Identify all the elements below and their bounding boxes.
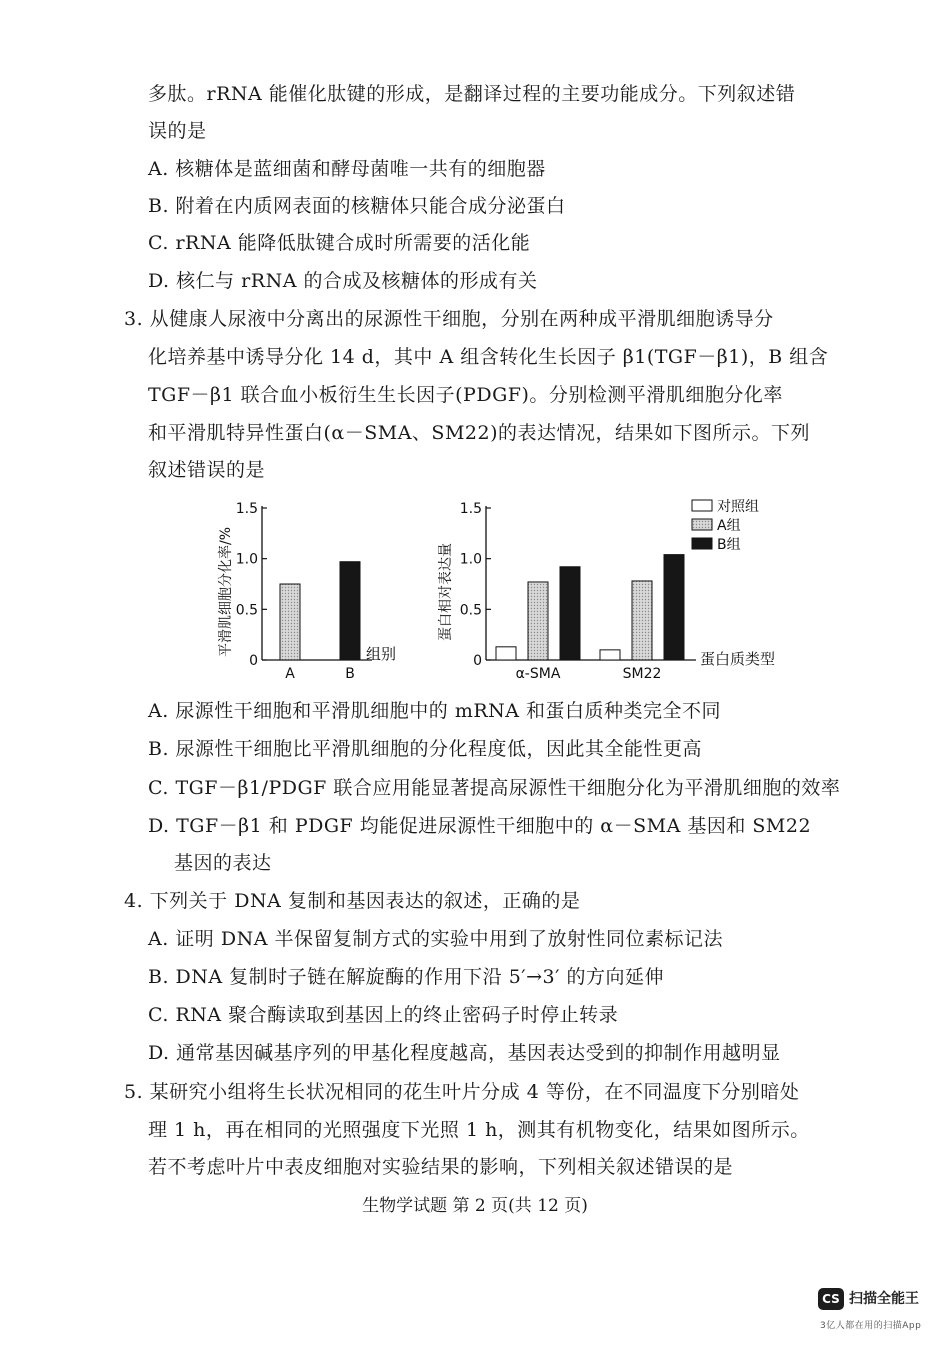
chart2-bar-α-SMA-A组 xyxy=(528,582,548,660)
option-d: D. 核仁与 rRNA 的合成及核糖体的形成有关 xyxy=(148,270,538,292)
chart2-category-label: SM22 xyxy=(622,666,662,682)
chart2-bar-SM22-A组 xyxy=(632,581,652,660)
legend-label: B组 xyxy=(717,537,741,553)
scanner-watermark xyxy=(818,1288,948,1338)
option-a: A. 尿源性干细胞和平滑肌细胞中的 mRNA 和蛋白质种类完全不同 xyxy=(148,700,722,722)
legend-swatch-A组 xyxy=(692,519,712,530)
chart1-y-tick-label: 1.5 xyxy=(235,501,258,517)
option-a: A. 核糖体是蓝细菌和酵母菌唯一共有的细胞器 xyxy=(148,158,546,180)
chart2-bar-SM22-对照组 xyxy=(600,650,620,660)
chart2-y-tick-label: 0.5 xyxy=(459,602,482,619)
text-line: 若不考虑叶片中表皮细胞对实验结果的影响，下列相关叙述错误的是 xyxy=(148,1156,734,1178)
option-a: A. 证明 DNA 半保留复制方式的实验中用到了放射性同位素标记法 xyxy=(148,928,723,950)
option-c: C. TGF－β1/PDGF 联合应用能显著提高尿源性干细胞分化为平滑肌细胞的效率 xyxy=(148,777,841,799)
chart2-y-label: 蛋白相对表达量 xyxy=(438,543,454,641)
legend-label: A组 xyxy=(717,518,741,534)
option-b: B. DNA 复制时子链在解旋酶的作用下沿 5′→3′ 的方向延伸 xyxy=(148,966,664,988)
text-line: 叙述错误的是 xyxy=(148,459,266,481)
figure-charts xyxy=(200,490,820,690)
brand-slogan: 3亿人都在用的扫描App xyxy=(820,1321,922,1331)
chart2-y-tick-label: 0 xyxy=(473,653,482,669)
text-line: TGF－β1 联合血小板衍生生长因子(PDGF)。分别检测平滑肌细胞分化率 xyxy=(148,384,783,406)
text-line: 化培养基中诱导分化 14 d，其中 A 组含转化生长因子 β1(TGF－β1)，B 组含 xyxy=(148,346,829,368)
text-line: 误的是 xyxy=(148,120,207,142)
question-5-stem: 5. 某研究小组将生长状况相同的花生叶片分成 4 等份，在不同温度下分别暗处 xyxy=(124,1081,800,1103)
option-b: B. 尿源性干细胞比平滑肌细胞的分化程度低，因此其全能性更高 xyxy=(148,738,703,760)
option-d: D. 通常基因碱基序列的甲基化程度越高，基因表达受到的抑制作用越明显 xyxy=(148,1042,781,1064)
text-line: 基因的表达 xyxy=(174,852,272,874)
chart1-x-label: 组别 xyxy=(366,645,397,663)
chart2-category-label: α-SMA xyxy=(515,666,561,682)
brand-name: 扫描全能王 xyxy=(849,1291,919,1307)
legend-swatch-对照组 xyxy=(692,500,712,511)
chart2-bar-SM22-B组 xyxy=(664,555,684,660)
chart1-bar-B xyxy=(340,562,360,660)
chart1-bar-A xyxy=(280,584,300,660)
question-3-stem: 3. 从健康人尿液中分离出的尿源性干细胞，分别在两种成平滑肌细胞诱导分 xyxy=(124,308,774,330)
chart2-bar-α-SMA-对照组 xyxy=(496,647,516,660)
bar-charts xyxy=(200,490,820,690)
text-line: 多肽。rRNA 能催化肽键的形成，是翻译过程的主要功能成分。下列叙述错 xyxy=(148,83,796,105)
page-footer: 生物学试题 第 2 页(共 12 页) xyxy=(362,1196,588,1216)
legend-swatch-B组 xyxy=(692,538,712,549)
chart1-y-tick-label: 0 xyxy=(249,653,258,669)
chart2-x-label: 蛋白质类型 xyxy=(700,650,776,668)
text-line: 理 1 h，再在相同的光照强度下光照 1 h，测其有机物变化，结果如图所示。 xyxy=(148,1119,810,1141)
chart1-y-label: 平滑肌细胞分化率/% xyxy=(218,526,234,658)
option-c: C. rRNA 能降低肽键合成时所需要的活化能 xyxy=(148,232,531,254)
chart1-category-label: A xyxy=(285,666,295,682)
text-line: 和平滑肌特异性蛋白(α－SMA、SM22)的表达情况，结果如下图所示。下列 xyxy=(148,422,810,444)
chart2-y-tick-label: 1.5 xyxy=(459,501,482,517)
option-d: D. TGF－β1 和 PDGF 均能促进尿源性干细胞中的 α－SMA 基因和 SM22 xyxy=(148,815,812,837)
camscanner-logo-icon: CS xyxy=(818,1288,844,1310)
chart1-y-tick-label: 0.5 xyxy=(235,602,258,619)
chart1-y-tick-label: 1.0 xyxy=(235,551,258,568)
option-c: C. RNA 聚合酶读取到基因上的终止密码子时停止转录 xyxy=(148,1004,619,1026)
question-4-stem: 4. 下列关于 DNA 复制和基因表达的叙述，正确的是 xyxy=(124,890,581,912)
legend-label: 对照组 xyxy=(717,499,759,515)
chart2-y-tick-label: 1.0 xyxy=(459,551,482,568)
option-b: B. 附着在内质网表面的核糖体只能合成分泌蛋白 xyxy=(148,195,566,217)
chart2-bar-α-SMA-B组 xyxy=(560,567,580,660)
chart1-category-label: B xyxy=(345,666,355,682)
